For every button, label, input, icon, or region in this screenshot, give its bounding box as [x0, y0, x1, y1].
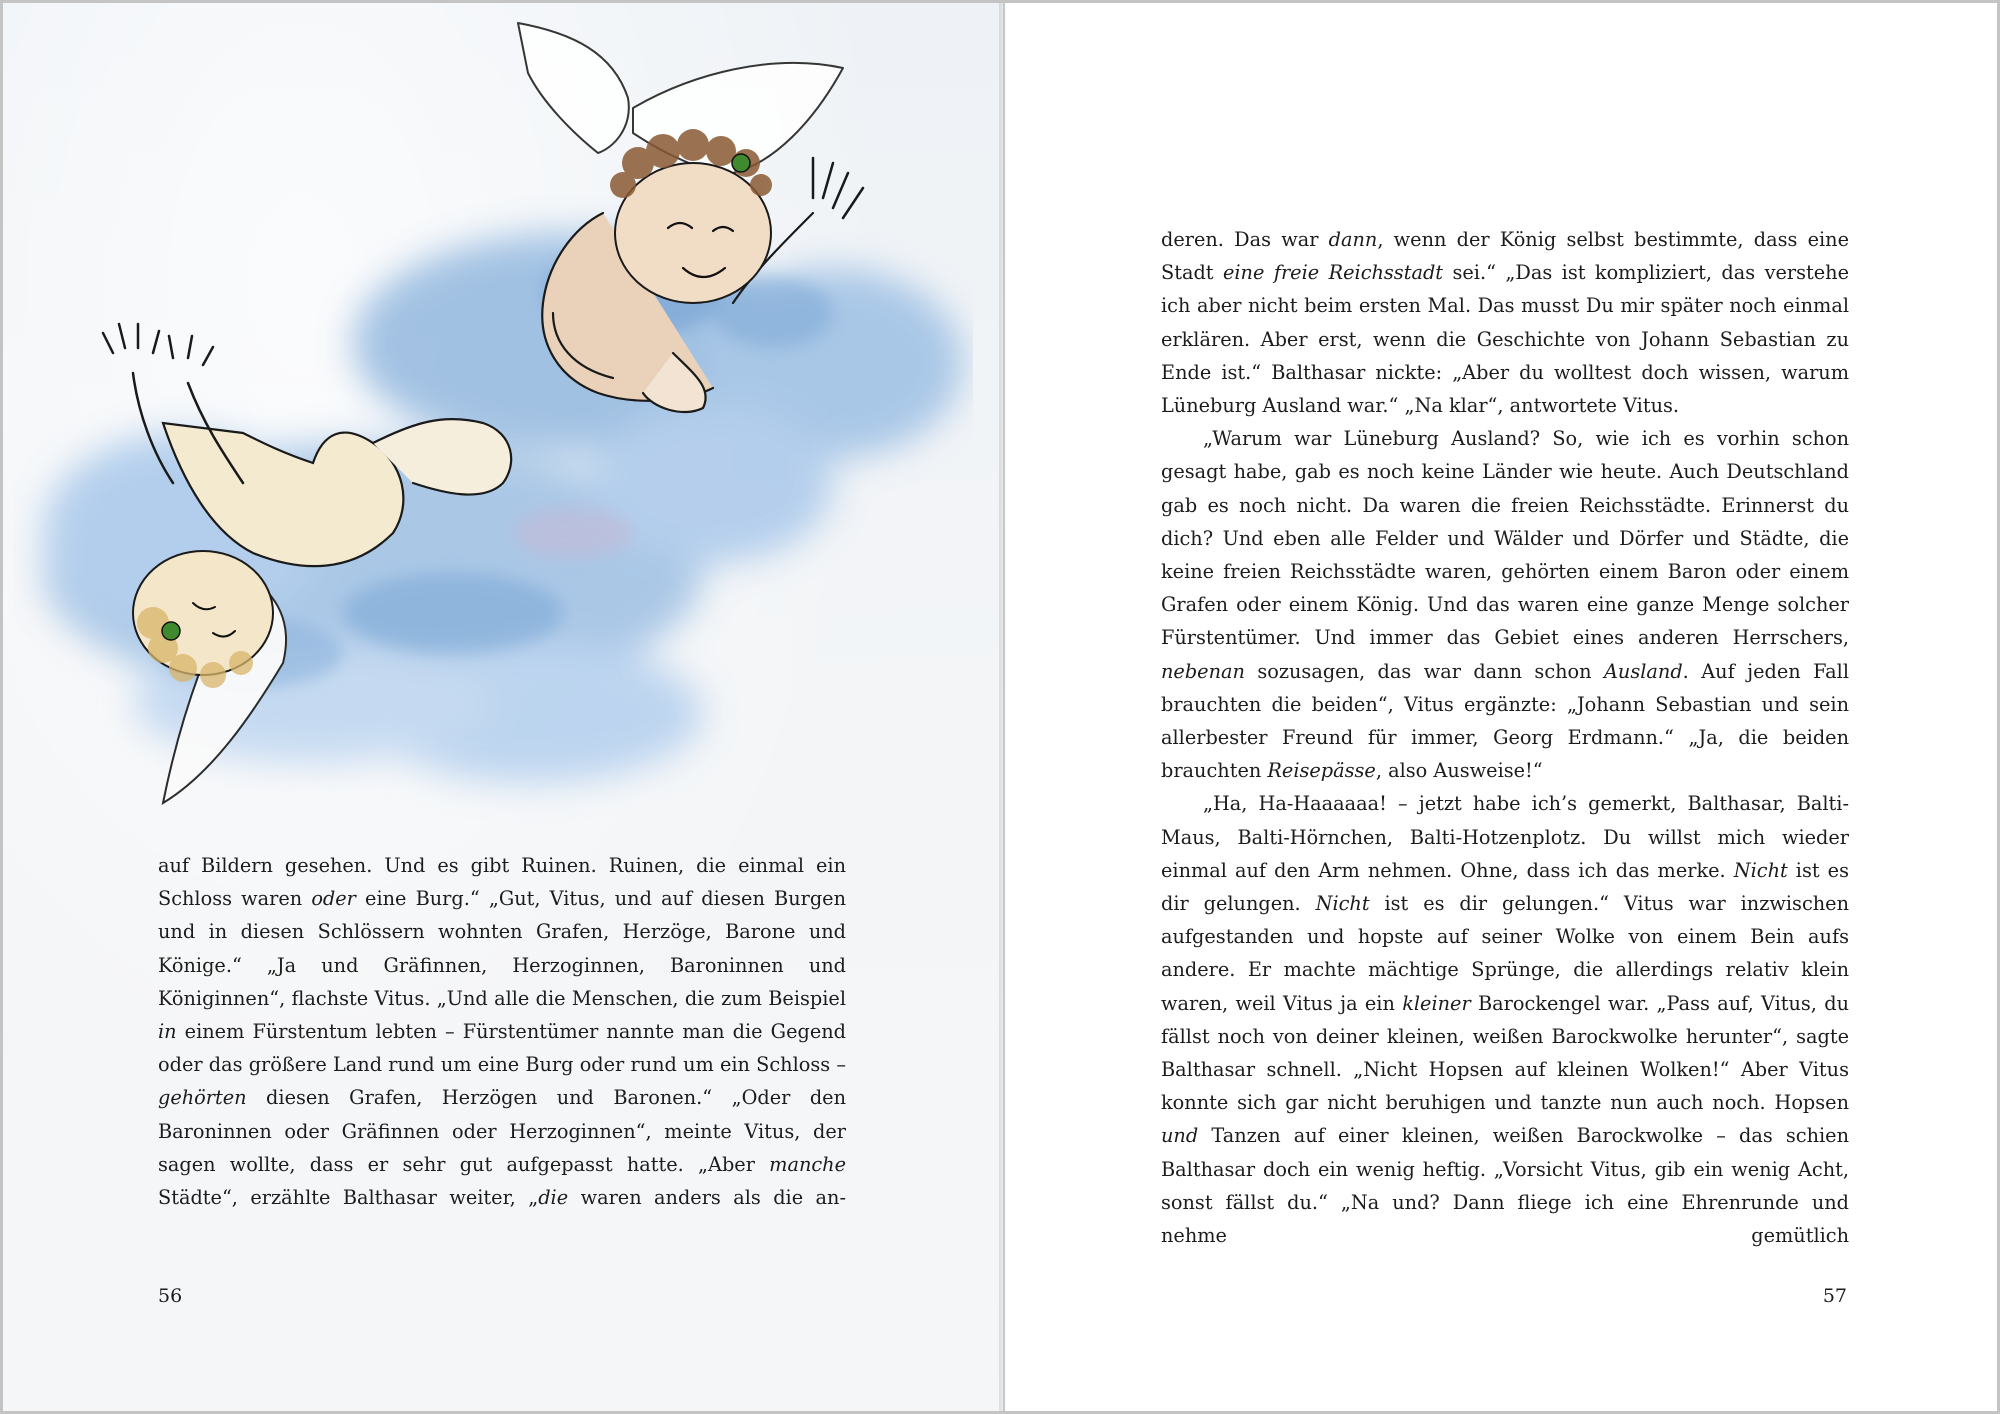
text-run: , wenn der König selbst bestimmte, dass eine Stadt — [1161, 228, 1849, 285]
right-page — [1003, 3, 1997, 1411]
italic-run: manche — [769, 1152, 846, 1176]
italic-run: eine freie Reichsstadt — [1222, 261, 1444, 285]
paragraph — [158, 849, 846, 1214]
italic-run: Reisepässe — [1267, 759, 1376, 783]
page-number-right: 57 — [1822, 1285, 1847, 1307]
italic-run: Nicht — [1315, 892, 1370, 916]
italic-run: kleiner — [1402, 991, 1471, 1015]
text-run: deren. Das war — [1161, 228, 1329, 251]
italic-run: dann — [1328, 228, 1378, 251]
paragraph — [1161, 223, 1849, 422]
italic-run: und — [1161, 1124, 1199, 1148]
italic-run: nebenan — [1161, 659, 1245, 683]
watercolor-angels-illustration — [13, 13, 973, 853]
text-run: , also Ausweise!“ — [1375, 759, 1543, 783]
text-run: Städte“, erzählte Balthasar weiter, „ — [158, 1186, 539, 1210]
right-page-text — [1161, 223, 1849, 1252]
text-run: sozusagen, das war dann schon — [1244, 659, 1604, 683]
text-run: eine Burg.“ „Gut, Vitus, und auf diesen Burgen und in diesen Schlössern wohnten Grafen, Herzöge, Barone und Könige.“ „Ja und Gräfinnen, Herzoginnen, Baroninnen und Königinnen“, flachste Vitus. „Und alle die Menschen, die zum Beispiel — [158, 887, 847, 1010]
paragraph — [1161, 422, 1849, 787]
left-page — [3, 3, 1003, 1411]
italic-run: in — [158, 1020, 177, 1044]
text-run: ist es dir gelungen.“ Vitus war inzwischen aufgestanden und hopste auf seiner Wolke von einem Bein aufs andere. Er machte mächtige Sprünge, die allerdings relativ klein waren, weil Vitus ja ein — [1161, 892, 1849, 1015]
text-run: Barockengel war. „Pass auf, Vitus, du fällst noch von deiner kleinen, weißen Barockwolke herunter“, sagte Balthasar schnell. „Nicht Hopsen auf kleinen Wolken!“ Aber Vitus konnte sich gar nicht beruhigen und tanzte nun auch noch. Hopsen — [1161, 991, 1849, 1115]
italic-run: gehörten — [158, 1086, 247, 1110]
text-run: sei.“ „Das ist kompliziert, das verstehe ich aber nicht beim ersten Mal. Das musst Du mir später noch einmal erklären. Aber erst, wenn die Geschichte von Johann Sebastian zu Ende ist.“ Balthasar nickte: „Aber du wolltest doch wissen, warum Lüneburg Ausland war.“ „Na klar“, antwortete Vitus. — [1161, 261, 1849, 418]
italic-run: Ausland — [1604, 659, 1683, 683]
paragraph — [1161, 787, 1849, 1252]
italic-run: Nicht — [1733, 858, 1788, 882]
text-run: Tanzen auf einer kleinen, weißen Barockwolke – das schien Balthasar doch ein wenig heftig. „Vorsicht Vitus, gib ein wenig Acht, sonst fällst du.“ „Na und? Dann fliege ich eine Ehrenrunde und nehme gemütlich — [1161, 1124, 1849, 1248]
text-run: „Ha, Ha-Haaaaaa! – jetzt habe ich’s gemerkt, Balthasar, Balti-Maus, Balti-Hörnchen, Balti-Hotzenplotz. Du willst mich wieder einmal auf den Arm nehmen. Ohne, dass ich das merke. — [1161, 792, 1849, 882]
text-run: „Warum war Lüneburg Ausland? So, wie ich es vorhin schon gesagt habe, gab es noch keine Länder wie heute. Auch Deutschland gab es noch nicht. Da waren die freien Reichsstädte. Erinnerst du dich? Und eben alle Felder und Wälder und Dörfer und Städte, die keine freien Reichsstädte waren, gehörten einem Baron oder einem Grafen oder einem König. Und das waren eine ganze Menge solcher Fürstentümer. Und immer das Gebiet eines anderen Herrschers, — [1161, 427, 1849, 650]
page-number-left: 56 — [158, 1285, 183, 1307]
text-run: waren anders als die an- — [568, 1186, 846, 1210]
left-page-text — [158, 849, 846, 1214]
italic-run: oder — [311, 887, 356, 911]
text-run: auf Bildern gesehen. Und es gibt Ruinen. Ruinen, die einmal ein Schloss waren — [158, 854, 846, 911]
text-run: ist es dir gelungen. — [1161, 858, 1849, 916]
text-run: . Auf jeden Fall brauchten die beiden“, Vitus ergänzte: „Johann Sebastian und sein allerbester Freund für immer, Georg Erdmann.“ „Ja, die beiden brauchten — [1161, 659, 1850, 783]
italic-run: die — [538, 1186, 569, 1210]
text-run: diesen Grafen, Herzögen und Baronen.“ „Oder den Baroninnen oder Gräfinnen oder Herzoginnen“, meinte Vitus, der sagen wollte, dass er sehr gut aufgepasst hatte. „Aber — [158, 1086, 846, 1176]
text-run: einem Fürstentum lebten – Fürstentümer nannte man die Gegend oder das größere Land rund um eine Burg oder rund um ein Schloss – — [158, 1020, 846, 1077]
